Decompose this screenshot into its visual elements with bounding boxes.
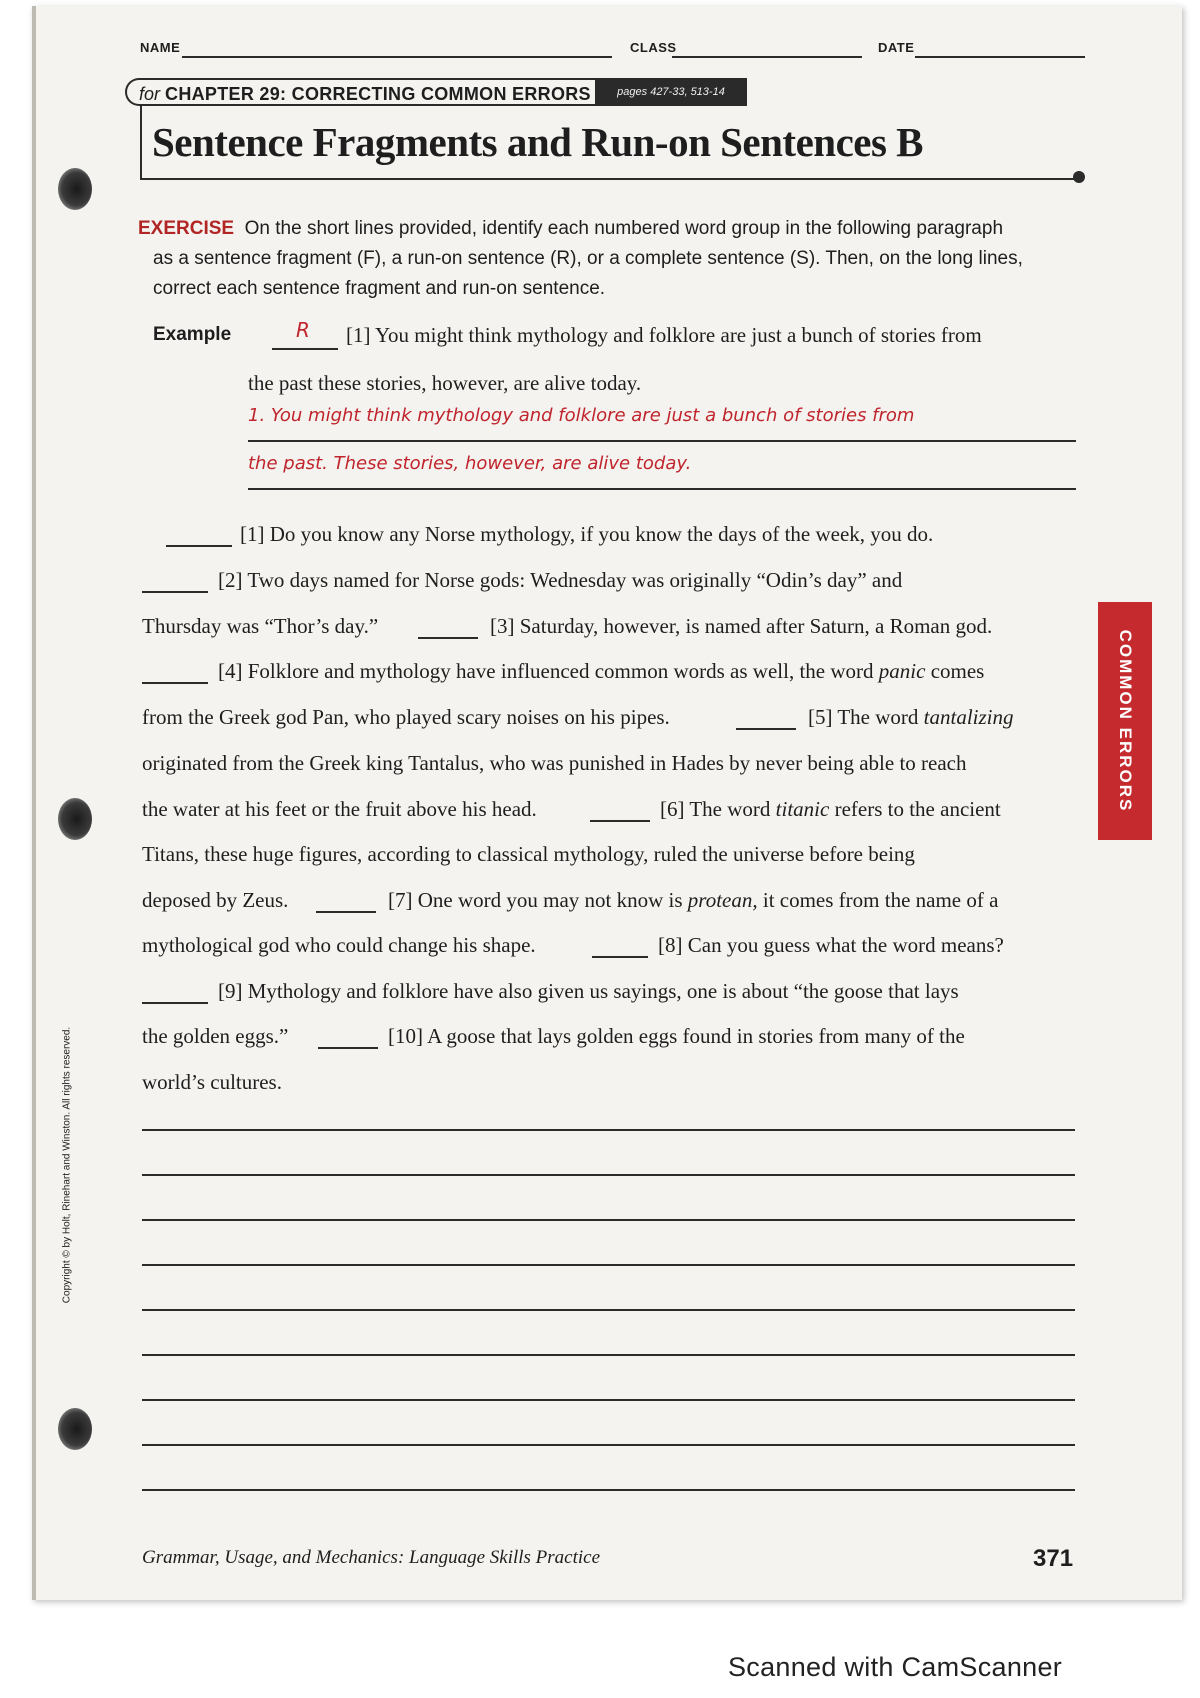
writing-line-8[interactable] [142, 1444, 1075, 1446]
exercise-label: EXERCISE [138, 218, 235, 239]
answer-blank-6[interactable] [590, 820, 650, 822]
example-answer: R [296, 318, 310, 342]
instructions-text-1: On the short lines provided, identify each numbered word group in the following paragraph [244, 218, 1004, 239]
writing-line-1[interactable] [142, 1129, 1075, 1131]
paragraph-line-7 [660, 797, 1001, 822]
instructions-line-2: as a sentence fragment (F), a run-on sentence (R), or a complete sentence (S). Then, on the long lines, [153, 248, 1023, 269]
writing-line-6[interactable] [142, 1354, 1075, 1356]
paragraph-line-8: Titans, these huge figures, according to classical mythology, ruled the universe before being [142, 842, 915, 866]
binder-hole-bottom [58, 1408, 92, 1450]
paragraph-line-12a: the golden eggs.” [142, 1024, 289, 1048]
common-errors-tab-label: COMMON ERRORS [1116, 629, 1135, 813]
answer-blank-3[interactable] [418, 637, 478, 639]
paragraph-line-9d: it comes from the name of a [762, 888, 999, 912]
writing-line-9[interactable] [142, 1489, 1075, 1491]
paragraph-line-12b: [10] A goose that lays golden eggs found in stories from many of the [388, 1024, 965, 1048]
class-label: CLASS [630, 40, 677, 55]
paragraph-line-11: [9] Mythology and folklore have also given us sayings, one is about “the goose that lays [218, 979, 959, 1003]
answer-blank-1[interactable] [166, 545, 232, 547]
paragraph-line-4a: [4] Folklore and mythology have influenced common words as well, the word [218, 659, 874, 683]
paragraph-line-6: originated from the Greek king Tantalus, who was punished in Hades by never being able to reach [142, 751, 967, 775]
paragraph-line-7a: the water at his feet or the fruit above his head. [142, 797, 537, 821]
example-answer-blank [272, 348, 338, 350]
paragraph-line-1: [1] Do you know any Norse mythology, if you know the days of the week, you do. [240, 522, 934, 546]
example-label: Example [153, 324, 232, 345]
paragraph-line-13: world’s cultures. [142, 1070, 282, 1094]
paragraph-line-2: [2] Two days named for Norse gods: Wednesday was originally “Odin’s day” and [218, 568, 903, 592]
binder-hole-middle [58, 798, 92, 840]
date-label: DATE [878, 40, 915, 55]
example-text-line-2: the past these stories, however, are alive today. [248, 371, 642, 395]
paragraph-line-10b: [8] Can you guess what the word means? [658, 933, 1004, 957]
writing-line-3[interactable] [142, 1219, 1075, 1221]
answer-blank-9[interactable] [142, 1002, 208, 1004]
answer-blank-8[interactable] [592, 956, 648, 958]
chapter-label: CHAPTER 29: CORRECTING COMMON ERRORS [165, 84, 591, 104]
paragraph-line-5a: from the Greek god Pan, who played scary noises on his pipes. [142, 705, 670, 729]
paragraph-line-4c: comes [930, 659, 985, 683]
page-number: 371 [1033, 1545, 1074, 1572]
answer-blank-10[interactable] [318, 1047, 378, 1049]
scanner-watermark: Scanned with CamScanner [728, 1652, 1063, 1682]
example-long-line-1 [248, 440, 1076, 442]
word-panic: panic [878, 659, 926, 683]
word-titanic: titanic [775, 797, 830, 821]
paragraph-line-7d: refers to the ancient [834, 797, 1001, 821]
example-correction-line-2: the past. These stories, however, are alive today. [248, 453, 692, 474]
word-protean: protean, [687, 888, 758, 912]
example-long-line-2 [248, 488, 1076, 490]
pages-tag: pages 427-33, 513-14 [595, 78, 747, 106]
writing-line-5[interactable] [142, 1309, 1075, 1311]
example-correction-line-1: 1. You might think mythology and folklore are just a bunch of stories from [248, 405, 915, 426]
date-field[interactable] [915, 56, 1085, 58]
writing-line-2[interactable] [142, 1174, 1075, 1176]
word-tantalizing: tantalizing [923, 705, 1014, 729]
page-title: Sentence Fragments and Run-on Sentences B [152, 119, 924, 165]
paragraph-line-7b: [6] The word [660, 797, 771, 821]
writing-line-4[interactable] [142, 1264, 1075, 1266]
example-text-line-1: [1] You might think mythology and folklore are just a bunch of stories from [346, 323, 982, 347]
binder-hole-top [58, 168, 92, 210]
paragraph-line-9a: deposed by Zeus. [142, 888, 289, 912]
paragraph-line-5b: [5] The word [808, 705, 919, 729]
title-frame-dot [1073, 171, 1085, 183]
chapter-prefix: for [139, 84, 161, 104]
answer-blank-5[interactable] [736, 728, 796, 730]
instructions-line-1 [138, 214, 1003, 244]
instructions-line-3: correct each sentence fragment and run-on sentence. [153, 278, 606, 299]
writing-line-7[interactable] [142, 1399, 1075, 1401]
paragraph-line-9 [388, 888, 998, 913]
class-field[interactable] [672, 56, 862, 58]
name-field[interactable] [182, 56, 612, 58]
footer-book-title: Grammar, Usage, and Mechanics: Language Skills Practice [142, 1547, 601, 1568]
copyright-notice: Copyright © by Holt, Rinehart and Winston. All rights reserved. [61, 1026, 73, 1304]
answer-blank-4[interactable] [142, 682, 208, 684]
paragraph-line-9b: [7] One word you may not know is [388, 888, 683, 912]
paragraph-line-3b: [3] Saturday, however, is named after Saturn, a Roman god. [490, 614, 993, 638]
chapter-banner [125, 78, 595, 106]
paragraph-line-3a: Thursday was “Thor’s day.” [142, 614, 379, 638]
answer-blank-7[interactable] [316, 911, 376, 913]
paragraph-line-10a: mythological god who could change his shape. [142, 933, 536, 957]
name-label: NAME [140, 40, 181, 55]
page-edge [32, 6, 36, 1600]
paragraph-line-4 [218, 659, 984, 684]
answer-blank-2[interactable] [142, 591, 208, 593]
paragraph-line-5 [808, 705, 1014, 730]
